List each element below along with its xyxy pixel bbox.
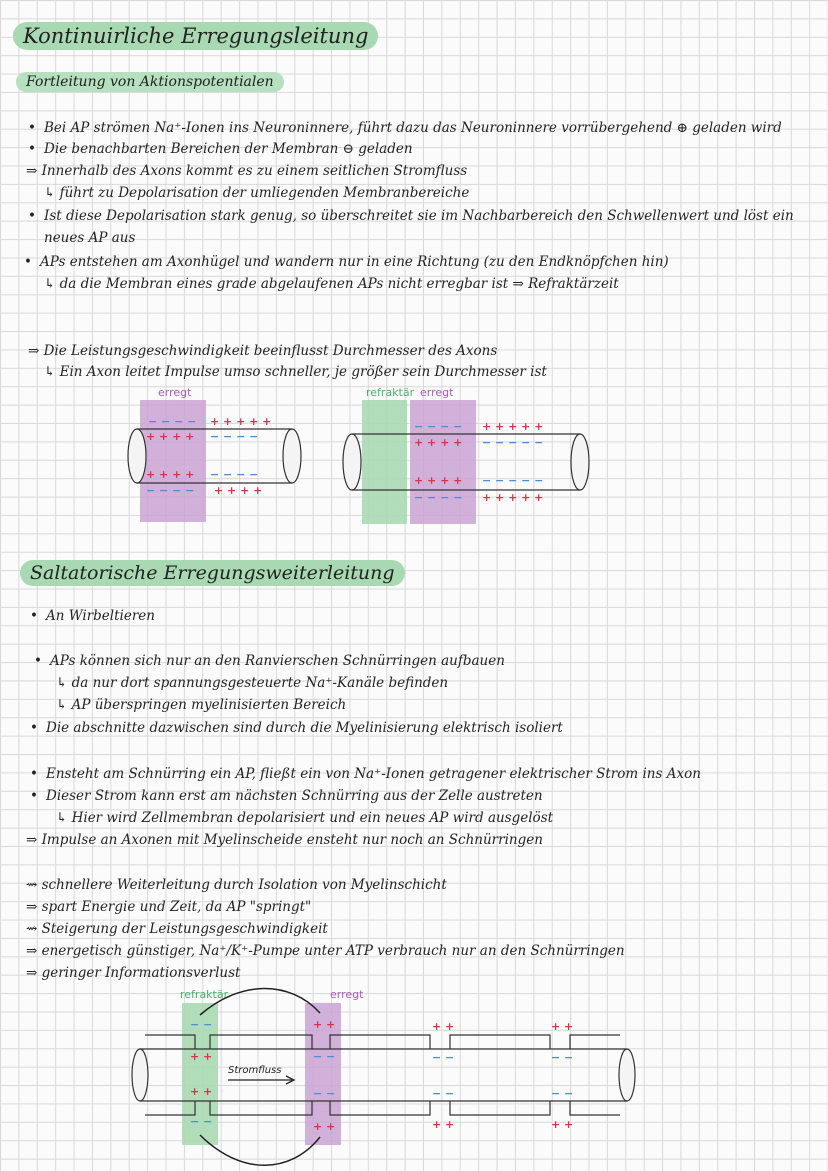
charge-minus: − − − − xyxy=(210,468,259,481)
charge-minus: − − xyxy=(190,1115,213,1128)
charge-plus: + + xyxy=(432,1118,455,1131)
note-line: • APs können sich nur an den Ranvierschen Schnürringen aufbauen xyxy=(50,652,505,670)
note-line: ⇝ schnellere Weiterleitung durch Isolation von Myelinschicht xyxy=(26,877,447,893)
note-line: ⇒ Impulse an Axonen mit Myelinscheide ensteht nur noch an Schnürringen xyxy=(26,832,543,848)
charge-plus: + + + + xyxy=(214,484,263,497)
charge-minus: − − − − xyxy=(414,420,463,433)
axon-end xyxy=(619,1049,635,1101)
note-line: • Die benachbarten Bereichen der Membran ⊖ geladen xyxy=(44,140,413,158)
charge-minus: − − xyxy=(190,1018,213,1031)
charge-plus: + + xyxy=(551,1020,574,1033)
charge-plus: + + xyxy=(432,1020,455,1033)
charge-minus: − − − − xyxy=(210,430,259,443)
axon-end xyxy=(283,429,301,483)
charge-plus: + + + + xyxy=(414,436,463,449)
note-line: ⇒ energetisch günstiger, Na⁺/K⁺-Pumpe unter ATP verbrauch nur an den Schnürringen xyxy=(26,943,625,959)
charge-plus: + + xyxy=(551,1118,574,1131)
axon-end xyxy=(571,434,589,490)
charge-minus: − − xyxy=(313,1050,336,1063)
stromfluss-label: Stromfluss xyxy=(228,1065,282,1076)
refraktaer-label: refraktär xyxy=(180,988,229,1001)
note-line: • Bei AP strömen Na⁺-Ionen ins Neuroninnere, führt dazu das Neuroninnere vorrübergehend ⊕ geladen wird xyxy=(44,119,782,137)
section-subtitle: Fortleitung von Aktionspotentialen xyxy=(16,72,284,92)
charge-plus: + + xyxy=(190,1085,213,1098)
charge-plus: + + + + + xyxy=(482,491,544,504)
note-line: ⇝ Steigerung der Leistungsgeschwindigkeit xyxy=(26,921,328,937)
charge-minus: − − xyxy=(551,1087,574,1100)
note-line: ↳ da nur dort spannungsgesteuerte Na⁺-Kanäle befinden xyxy=(56,675,449,691)
note-line: ⇒ geringer Informationsverlust xyxy=(26,965,241,981)
charge-minus: − − − − xyxy=(146,484,195,497)
axon-end xyxy=(132,1049,148,1101)
note-line: • Ensteht am Schnürring ein AP, fließt ein von Na⁺-Ionen getragener elektrischer Strom ins Axon xyxy=(46,765,701,783)
section-title: Saltatorische Erregungsweiterleitung xyxy=(20,560,405,586)
charge-plus: + + + + + xyxy=(482,420,544,433)
charge-plus: + + xyxy=(313,1018,336,1031)
charge-minus: − − − − − xyxy=(482,474,544,487)
note-line: neues AP aus xyxy=(44,230,136,246)
erregt-label: erregt xyxy=(330,988,364,1001)
charge-minus: − − − − − xyxy=(482,436,544,449)
refractory-region xyxy=(362,400,407,524)
axon-end xyxy=(128,429,146,483)
charge-plus: + + + + xyxy=(146,468,195,481)
charge-plus: + + xyxy=(313,1120,336,1133)
axon-end xyxy=(343,434,361,490)
note-line: • Ist diese Depolarisation stark genug, so überschreitet sie im Nachbarbereich den Schwellenwert und löst ein xyxy=(44,207,794,225)
charge-minus: − − xyxy=(313,1087,336,1100)
note-line: ↳ Ein Axon leitet Impulse umso schneller, je größer sein Durchmesser ist xyxy=(44,364,547,380)
note-line: ⇒ spart Energie und Zeit, da AP "springt" xyxy=(26,899,312,915)
charge-minus: − − xyxy=(432,1051,455,1064)
charge-minus: − − xyxy=(551,1051,574,1064)
excited-region xyxy=(410,400,476,524)
note-line: ⇒ Die Leistungsgeschwindigkeit beeinflusst Durchmesser des Axons xyxy=(28,343,498,359)
charge-plus: + + + + + xyxy=(210,415,272,428)
charge-minus: − − − − xyxy=(414,491,463,504)
note-line: ↳ da die Membran eines grade abgelaufenen APs nicht erregbar ist ⇒ Refraktärzeit xyxy=(44,276,619,292)
charge-plus: + + + + xyxy=(146,430,195,443)
note-line: ↳ AP überspringen myelinisierten Bereich xyxy=(56,697,347,713)
page-title: Kontinuirliche Erregungsleitung xyxy=(13,22,378,50)
continuous-conduction-diagram xyxy=(0,380,828,530)
erregt-label: erregt xyxy=(420,386,454,399)
erregt-label: erregt xyxy=(158,386,192,399)
refraktaer-label: refraktär xyxy=(366,386,415,399)
charge-plus: + + xyxy=(190,1050,213,1063)
saltatory-conduction-diagram xyxy=(0,985,828,1171)
note-line: • Die abschnitte dazwischen sind durch die Myelinisierung elektrisch isoliert xyxy=(46,719,563,737)
charge-minus: − − xyxy=(432,1087,455,1100)
note-line: • APs entstehen am Axonhügel und wandern nur in eine Richtung (zu den Endknöpfchen hin) xyxy=(40,253,669,271)
charge-minus: − − − − xyxy=(148,415,197,428)
note-line: • An Wirbeltieren xyxy=(46,607,155,625)
note-line: ↳ führt zu Depolarisation der umliegenden Membranbereiche xyxy=(44,185,470,201)
note-line: • Dieser Strom kann erst am nächsten Schnürring aus der Zelle austreten xyxy=(46,787,543,805)
charge-plus: + + + + xyxy=(414,474,463,487)
note-line: ↳ Hier wird Zellmembran depolarisiert und ein neues AP wird ausgelöst xyxy=(56,810,554,826)
note-line: ⇒ Innerhalb des Axons kommt es zu einem seitlichen Stromfluss xyxy=(26,163,468,179)
